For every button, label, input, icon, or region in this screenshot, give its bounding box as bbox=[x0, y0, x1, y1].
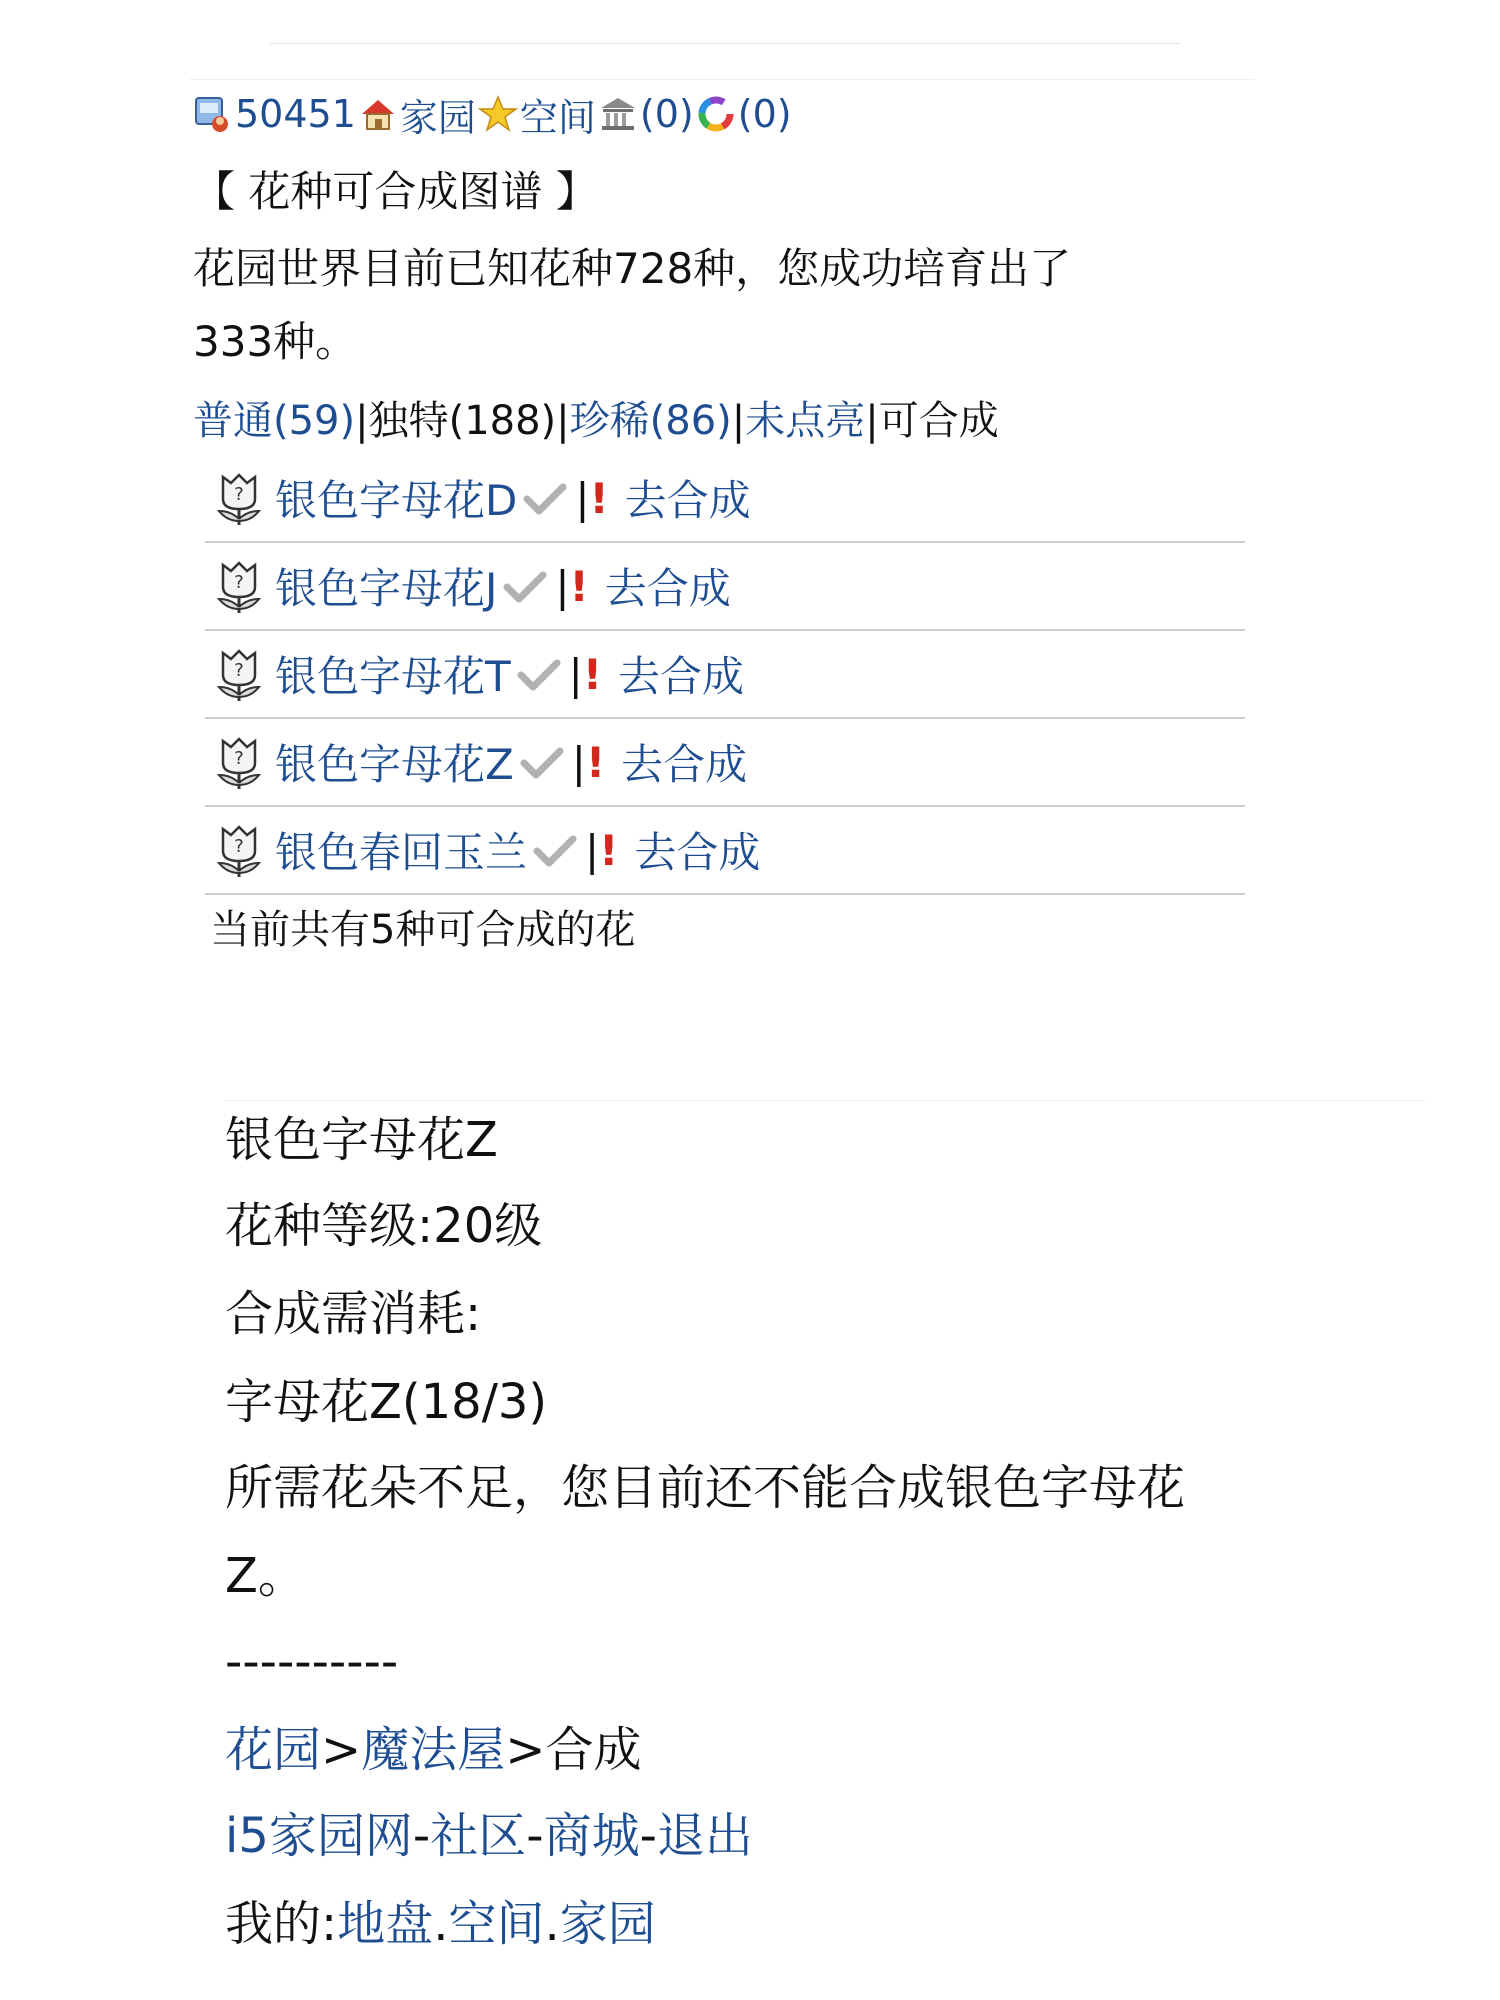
footer-separator: - bbox=[526, 1808, 544, 1864]
footer-separator: - bbox=[639, 1808, 657, 1864]
user-id-icon bbox=[193, 94, 233, 134]
list-separator: | bbox=[585, 825, 600, 875]
top-divider bbox=[270, 43, 1180, 44]
svg-text:?: ? bbox=[234, 748, 244, 769]
community-link[interactable]: 社区 bbox=[430, 1808, 527, 1864]
unknown-flower-icon bbox=[213, 733, 265, 791]
footer-nav bbox=[225, 1806, 753, 1866]
flower-name-link[interactable]: 银色字母花J bbox=[275, 564, 498, 613]
detail-cost-label: 合成需消耗: bbox=[225, 1286, 482, 1342]
go-craft-link[interactable]: 去合成 bbox=[604, 564, 731, 613]
warning-mark: ! bbox=[582, 649, 602, 699]
site-home-link[interactable]: i5家园网 bbox=[225, 1808, 413, 1864]
my-nav-label: 我的: bbox=[225, 1896, 338, 1952]
check-icon bbox=[503, 569, 547, 603]
section-divider bbox=[225, 1100, 1425, 1101]
unknown-flower-icon bbox=[213, 469, 265, 527]
tab-rare[interactable]: 珍稀(86) bbox=[569, 398, 732, 444]
user-id-link[interactable]: 50451 bbox=[235, 92, 356, 136]
unknown-flower-icon bbox=[213, 821, 265, 879]
footer-separator: - bbox=[412, 1808, 431, 1864]
list-item bbox=[205, 719, 1245, 807]
page-title: 【 花种可合成图谱 】 bbox=[193, 167, 598, 216]
warning-mark: ! bbox=[599, 825, 619, 875]
flower-name-link[interactable]: 银色字母花D bbox=[275, 476, 518, 525]
warning-mark: ! bbox=[589, 473, 609, 523]
my-nav-separator: . bbox=[544, 1896, 560, 1952]
breadcrumb-separator: > bbox=[321, 1722, 362, 1778]
detail-cost-item: 字母花Z(18/3) bbox=[225, 1374, 548, 1430]
my-space-link[interactable]: 空间 bbox=[448, 1896, 545, 1952]
check-icon bbox=[533, 833, 577, 867]
go-craft-link[interactable]: 去合成 bbox=[634, 828, 761, 877]
space-link[interactable]: 空间 bbox=[519, 95, 596, 140]
check-icon bbox=[523, 481, 567, 515]
detail-flower-name: 银色字母花Z bbox=[225, 1112, 498, 1168]
warning-mark: ! bbox=[585, 737, 606, 787]
home-icon bbox=[358, 94, 398, 134]
flower-name-link[interactable]: 银色春回玉兰 bbox=[275, 828, 528, 877]
detail-level: 花种等级:20级 bbox=[225, 1198, 543, 1254]
list-item bbox=[205, 455, 1245, 543]
check-icon bbox=[517, 657, 561, 691]
list-separator: | bbox=[555, 561, 570, 611]
status-bar bbox=[193, 88, 794, 140]
list-item bbox=[205, 807, 1245, 895]
breadcrumb-magic-house-link[interactable]: 魔法屋 bbox=[361, 1722, 506, 1778]
intro-line-1: 花园世界目前已知花种728种，您成功培育出了 bbox=[193, 244, 1072, 293]
home-link[interactable]: 家园 bbox=[399, 95, 476, 140]
my-land-link[interactable]: 地盘 bbox=[337, 1896, 434, 1952]
go-craft-link[interactable]: 去合成 bbox=[621, 740, 748, 789]
breadcrumb-separator: > bbox=[505, 1722, 546, 1778]
list-separator: | bbox=[568, 649, 583, 699]
my-nav bbox=[225, 1894, 656, 1954]
tab-common[interactable]: 普通(59) bbox=[193, 398, 356, 444]
tab-craftable: 可合成 bbox=[878, 398, 999, 444]
category-tabs bbox=[193, 395, 999, 447]
tab-separator: | bbox=[865, 398, 879, 444]
ring-count-link[interactable]: (0) bbox=[737, 92, 792, 136]
svg-text:?: ? bbox=[234, 572, 244, 593]
breadcrumb-garden-link[interactable]: 花园 bbox=[225, 1722, 322, 1778]
breadcrumb bbox=[225, 1720, 641, 1780]
star-icon bbox=[478, 94, 518, 134]
logout-link[interactable]: 退出 bbox=[656, 1808, 753, 1864]
flower-name-link[interactable]: 银色字母花T bbox=[275, 652, 511, 701]
my-nav-separator: . bbox=[433, 1896, 449, 1952]
intro-line-2: 333种。 bbox=[193, 317, 358, 366]
svg-text:?: ? bbox=[234, 836, 244, 857]
detail-warning-line-1: 所需花朵不足，您目前还不能合成银色字母花 bbox=[225, 1460, 1186, 1516]
detail-divider: ---------- bbox=[225, 1634, 399, 1690]
go-craft-link[interactable]: 去合成 bbox=[624, 476, 751, 525]
warning-mark: ! bbox=[569, 561, 589, 611]
unknown-flower-icon bbox=[213, 645, 265, 703]
color-ring-icon bbox=[696, 94, 736, 134]
my-home-link[interactable]: 家园 bbox=[559, 1896, 656, 1952]
unknown-flower-icon bbox=[213, 557, 265, 615]
svg-text:?: ? bbox=[234, 660, 244, 681]
go-craft-link[interactable]: 去合成 bbox=[617, 652, 744, 701]
svg-text:?: ? bbox=[234, 484, 244, 505]
list-item bbox=[205, 543, 1245, 631]
craftable-summary: 当前共有5种可合成的花 bbox=[210, 907, 636, 953]
tab-unlit[interactable]: 未点亮 bbox=[745, 398, 866, 444]
list-item bbox=[205, 631, 1245, 719]
breadcrumb-current: 合成 bbox=[545, 1722, 642, 1778]
tab-separator: | bbox=[731, 398, 746, 444]
flower-name-link[interactable]: 银色字母花Z bbox=[275, 740, 514, 789]
top-divider-2 bbox=[190, 79, 1255, 80]
check-icon bbox=[520, 745, 564, 779]
craftable-list bbox=[205, 455, 1245, 895]
bank-icon bbox=[598, 94, 638, 134]
tab-separator: | bbox=[556, 398, 570, 444]
bank-count-link[interactable]: (0) bbox=[639, 92, 694, 136]
mall-link[interactable]: 商城 bbox=[543, 1808, 640, 1864]
tab-separator: | bbox=[355, 398, 369, 444]
list-separator: | bbox=[571, 737, 586, 787]
tab-unique: 独特(188) bbox=[368, 398, 557, 444]
list-separator: | bbox=[575, 473, 590, 523]
detail-warning-line-2: Z。 bbox=[225, 1548, 306, 1604]
